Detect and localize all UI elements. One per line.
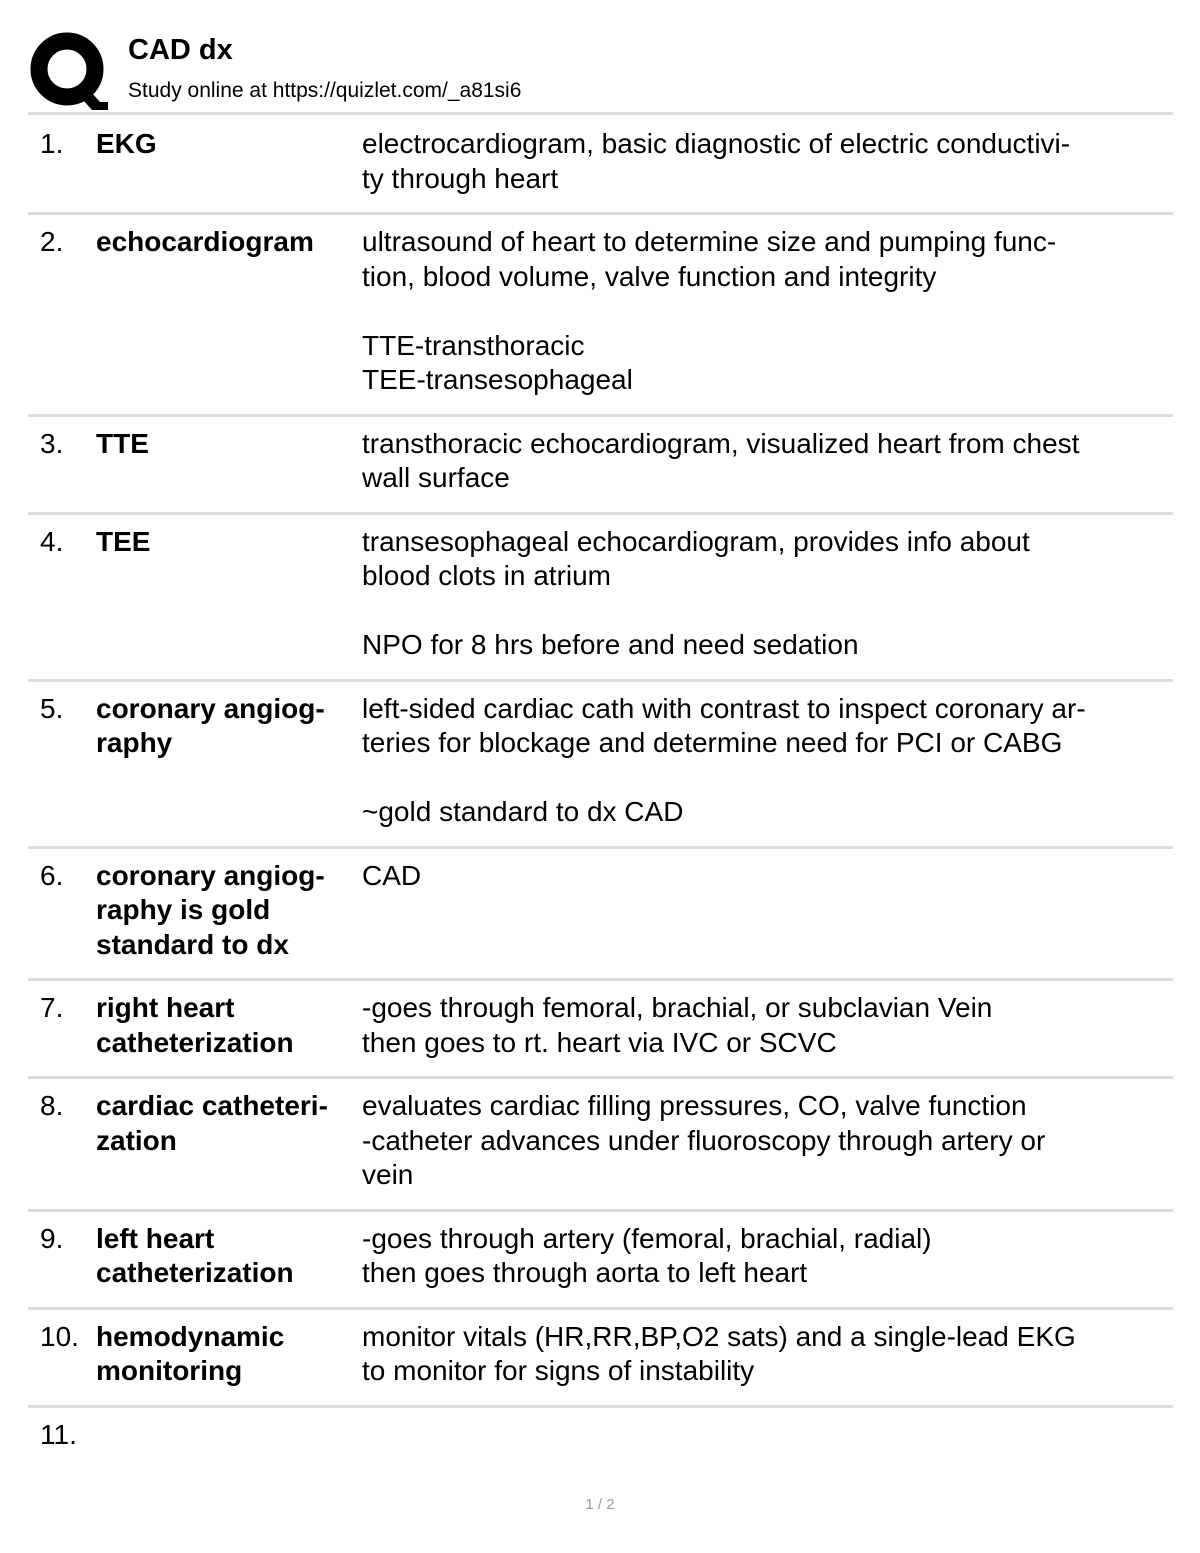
page-header <box>30 30 1172 110</box>
term: EKG <box>96 128 157 159</box>
row-number: 2. <box>40 226 64 257</box>
row-number: 7. <box>40 992 64 1023</box>
term: coronary angiog- raphy <box>96 692 325 758</box>
row-number: 8. <box>40 1090 64 1121</box>
flashcard-row <box>28 115 1173 215</box>
study-online-link[interactable]: Study online at https://quizlet.com/_a81si6 <box>128 79 522 102</box>
term: coronary angiog- raphy is gold standard to dx <box>96 859 325 960</box>
document-title: CAD dx <box>128 34 233 66</box>
row-number: 4. <box>40 525 64 557</box>
definition: -goes through femoral, brachial, or subclavian Vein then goes to rt. heart via IVC or SCVC <box>362 992 993 1058</box>
term: echocardiogram <box>96 226 314 257</box>
term: TTE <box>96 427 149 459</box>
definition: electrocardiogram, basic diagnostic of electric conductivi- ty through heart <box>362 128 1071 194</box>
definition: left-sided cardiac cath with contrast to inspect coronary ar- teries for blockage and determine need for PCI or CABG ~gold standard to dx CAD <box>362 692 1086 827</box>
definition: ultrasound of heart to determine size and pumping func- tion, blood volume, valve function and integrity TTE-transthoracic TEE-transesophageal <box>362 226 1057 395</box>
flashcard-list <box>28 115 1173 1468</box>
flashcard-row <box>28 1212 1173 1310</box>
row-number: 6. <box>40 859 64 891</box>
flashcard-row <box>28 417 1173 515</box>
flashcard-row <box>28 981 1173 1079</box>
flashcard-row <box>28 515 1173 682</box>
flashcard-row <box>28 215 1173 417</box>
row-number: 11. <box>40 1418 77 1450</box>
term: hemodynamic monitoring <box>96 1320 285 1386</box>
term: right heart catheterization <box>96 992 294 1058</box>
row-number: 1. <box>40 128 64 159</box>
flashcard-row <box>28 682 1173 849</box>
row-number: 9. <box>40 1222 64 1254</box>
term: left heart catheterization <box>96 1222 294 1288</box>
quizlet-q-logo-icon <box>30 32 108 110</box>
definition: transesophageal echocardiogram, provides info about blood clots in atrium NPO for 8 hrs before and need sedation <box>362 525 1030 660</box>
definition: monitor vitals (HR,RR,BP,O2 sats) and a single-lead EKG to monitor for signs of instability <box>362 1320 1076 1386</box>
definition <box>362 1418 1173 1453</box>
term <box>96 1418 362 1453</box>
term: TEE <box>96 525 151 557</box>
flashcard-row <box>28 1310 1173 1408</box>
flashcard-row <box>28 849 1173 982</box>
term: cardiac catheteri- zation <box>96 1090 328 1156</box>
row-number: 5. <box>40 692 64 724</box>
definition: -goes through artery (femoral, brachial, radial) then goes through aorta to left heart <box>362 1222 932 1288</box>
definition: transthoracic echocardiogram, visualized heart from chest wall surface <box>362 427 1080 493</box>
flashcard-row <box>28 1079 1173 1212</box>
page-number: 1 / 2 <box>585 1496 615 1513</box>
flashcard-row <box>28 1408 1173 1469</box>
definition: evaluates cardiac filling pressures, CO, valve function -catheter advances under fluoroscopy through artery or vein <box>362 1090 1046 1190</box>
definition: CAD <box>362 859 422 891</box>
row-number: 3. <box>40 427 64 459</box>
row-number: 10. <box>40 1320 79 1352</box>
